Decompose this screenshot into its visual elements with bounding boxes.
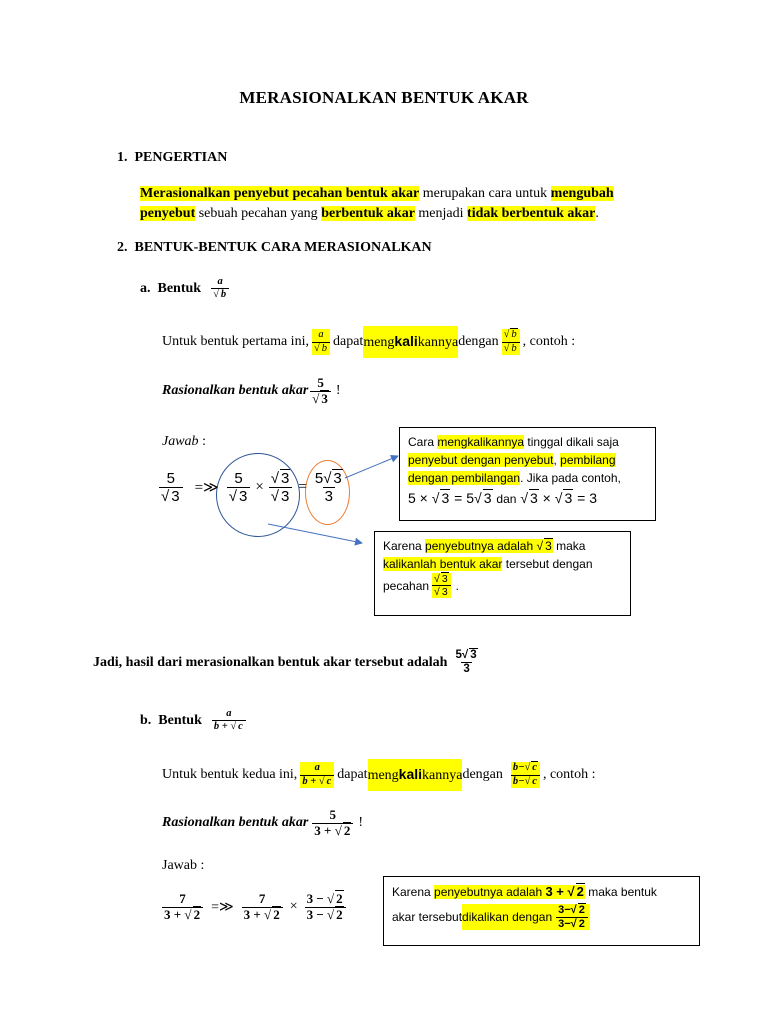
intro-b-frac-1: [300, 762, 334, 787]
coef: 5: [455, 649, 462, 661]
radicand: 3: [530, 490, 538, 506]
radicand: 3: [281, 488, 290, 506]
box3-t3: maka bentuk: [584, 885, 657, 899]
radicand: b: [220, 289, 227, 301]
eq-b-frac-2: [242, 892, 283, 923]
intro-hl-1: meng: [363, 335, 395, 350]
frac-num: a: [226, 708, 232, 719]
frac-num: a: [318, 329, 324, 341]
frac-den: [269, 487, 293, 505]
conclusion-text: Jadi, hasil dari merasionalkan bentuk akar tersebut adalah: [93, 654, 448, 670]
den-part: b +: [302, 775, 319, 787]
frac-den: [312, 823, 353, 839]
sqrt-sign: √: [323, 470, 332, 487]
frac-num: 7: [179, 891, 186, 906]
box1-t4: penyebut dengan penyebut: [408, 453, 554, 467]
radicand: 3: [321, 390, 328, 406]
intro-b-hl-1: meng: [367, 768, 399, 783]
box2-t5: tersebut dengan: [502, 557, 593, 571]
jawab-b: Jawab :: [162, 858, 205, 873]
intro-text-2: dapat: [332, 334, 364, 349]
arrow-to-box1: [345, 456, 398, 478]
coef: 5: [314, 470, 324, 487]
box2-t4: kalikanlah bentuk akar: [383, 557, 503, 571]
radicand: 3: [333, 470, 342, 487]
box1-line4: [408, 489, 647, 508]
box1-line3: [408, 469, 647, 487]
radicand: 3: [281, 470, 290, 487]
box1-t6: pembilang: [560, 453, 616, 467]
radicand: 2: [578, 904, 585, 916]
equation-b: [160, 892, 348, 923]
box3-t5: dikalikan dengan: [462, 910, 553, 925]
frac-num: a: [217, 276, 223, 287]
box1-t3: tinggal dikali saja: [524, 435, 619, 449]
form-b-fraction: [212, 708, 246, 733]
m: 3 +: [545, 884, 568, 899]
section-2-heading: 2. BENTUK-BENTUK CARA MERASIONALKAN: [117, 240, 432, 255]
radicand: 2: [576, 884, 584, 899]
frac-num: a: [314, 762, 320, 774]
den-part: 3 +: [314, 822, 335, 838]
frac-den: [162, 907, 203, 923]
radicand: 2: [578, 917, 585, 930]
def-hl-3: penyebut: [140, 206, 196, 221]
den-part: 3 +: [164, 906, 185, 922]
def-hl-4: berbentuk akar: [321, 206, 415, 221]
radicand: 3: [171, 488, 180, 506]
den-part: 3 −: [306, 906, 328, 922]
frac-den: [300, 775, 334, 788]
radicand: 2: [336, 891, 343, 906]
box1-t2: mengkalikannya: [437, 435, 525, 449]
frac-den: [305, 907, 346, 923]
box1-line2: [408, 451, 647, 469]
task-b: [162, 808, 363, 839]
sqrt-sign: √: [270, 470, 280, 487]
m: ×: [415, 490, 432, 506]
radicand: 3: [441, 573, 448, 585]
def-text-1: merupakan cara untuk: [419, 186, 551, 201]
radicand: b: [511, 342, 517, 354]
def-text-4: .: [595, 206, 599, 221]
box3-t1: Karena: [392, 885, 435, 899]
frac-num: 5: [317, 375, 324, 390]
radicand: c: [532, 762, 537, 774]
sqrt-sign: √: [264, 906, 272, 922]
intro-b-text: Untuk bentuk kedua ini,: [162, 767, 298, 782]
num-part: 3−: [558, 904, 571, 916]
frac-num: 5: [166, 470, 175, 487]
eq-a-frac-1: [159, 470, 183, 506]
equation-a: [157, 470, 347, 506]
radicand: c: [532, 775, 537, 787]
sqrt-sign: √: [434, 586, 440, 599]
frac-den: [212, 720, 246, 733]
radicand: 3: [564, 490, 573, 506]
m: =: [450, 490, 467, 506]
intro-text-3: dengan: [458, 334, 499, 349]
den-part: b−: [512, 775, 525, 787]
box1-t8: . Jika pada contoh,: [520, 471, 621, 485]
eq-b-frac-3: [305, 892, 346, 923]
box3-line2: [392, 904, 691, 930]
eq-a-frac-4: [313, 470, 345, 506]
arrow-to-box2: [268, 524, 362, 543]
conclusion-a: [93, 649, 482, 676]
frac-num: 5: [234, 470, 243, 487]
intro-b-text-2: dapat: [337, 767, 368, 782]
sqrt-sign: √: [334, 822, 342, 838]
m: 5: [466, 490, 475, 506]
box2-fraction: [432, 573, 451, 598]
radicand: 3: [483, 490, 492, 506]
eq-a-frac-2: [227, 470, 251, 506]
sqrt-sign: √: [184, 906, 192, 922]
sqrt-sign: √: [327, 906, 335, 922]
radicand: 3: [470, 649, 477, 661]
sqrt-sign: √: [434, 573, 440, 585]
box1-line1: [408, 433, 647, 451]
form-b-label: b. Bentuk: [140, 712, 202, 728]
form-b-heading: [140, 708, 248, 733]
sqrt-sign: √: [312, 390, 320, 406]
sqrt-sign: √: [213, 289, 219, 301]
radicand: 3: [441, 490, 450, 506]
page-title: MERASIONALKAN BENTUK AKAR: [239, 88, 529, 107]
den-part: 3 +: [243, 906, 265, 922]
box3-line1: [392, 883, 691, 901]
eq-a-frac-3: [269, 470, 293, 506]
frac-num: [313, 470, 345, 487]
sqrt-sign: √: [570, 917, 577, 930]
box1-dan: dan: [496, 492, 517, 506]
sqrt-sign: √: [524, 775, 531, 787]
sqrt-sign: √: [161, 488, 170, 506]
box3-fraction: [556, 904, 588, 930]
den-part: b +: [213, 721, 231, 733]
frac-num: [453, 649, 479, 662]
eq-b-times: ×: [289, 899, 298, 915]
sqrt-sign: √: [567, 884, 575, 899]
sqrt-sign: √: [474, 490, 482, 506]
box1-t7: dengan pembilangan: [408, 471, 521, 485]
radicand: c: [238, 721, 243, 733]
radicand: 3: [545, 539, 552, 553]
eq-a-equals: =: [298, 479, 307, 496]
intro-b-text-4: , contoh :: [542, 767, 596, 782]
intro-text: Untuk bentuk pertama ini,: [162, 334, 309, 349]
box2-t1: Karena: [383, 539, 426, 553]
box2-line2: [383, 555, 622, 573]
frac-den: [556, 917, 588, 931]
intro-b-text-3: dengan: [462, 767, 503, 782]
jawab-a-colon: :: [202, 434, 206, 449]
intro-b-hl-3: kannya: [422, 768, 463, 783]
def-text-3: menjadi: [414, 206, 468, 221]
frac-num: [556, 904, 588, 917]
radicand: b: [321, 342, 327, 354]
radicand: 2: [193, 906, 201, 922]
frac-den: [242, 907, 283, 923]
task-a-text: Rasionalkan bentuk akar: [162, 383, 309, 399]
sqrt-sign: √: [313, 342, 320, 354]
frac-den: 3: [463, 663, 470, 676]
sqrt-sign: √: [461, 649, 469, 661]
def-hl-5: tidak berbentuk akar: [467, 206, 596, 221]
def-text-2: sebuah pecahan yang: [195, 206, 322, 221]
frac-num: 7: [258, 891, 266, 906]
sqrt-sign: √: [554, 490, 563, 506]
intro-b-hl-meng: [368, 759, 463, 791]
frac-num: [305, 892, 346, 907]
intro-b-hl-kali: kali: [398, 766, 423, 782]
box1-t5: ,: [553, 453, 561, 467]
explanation-box-2: [374, 531, 631, 616]
task-b-text: Rasionalkan bentuk akar: [162, 815, 309, 831]
sqrt-sign: √: [327, 891, 335, 906]
intro-b-frac-2: [511, 762, 540, 787]
eq-a-times: ×: [255, 479, 264, 496]
task-b-fraction: [312, 808, 353, 839]
den-part: 3−: [558, 917, 571, 930]
num-part: b−: [512, 762, 525, 774]
box2-line1: [383, 537, 622, 555]
box2-t2: penyebutnya adalah: [425, 539, 534, 553]
eq-b-arrow: =≫: [211, 899, 234, 915]
def-hl-1: Merasionalkan penyebut pecahan bentuk akar: [140, 186, 420, 201]
jawab-a-text: Jawab: [162, 434, 199, 449]
sqrt-sign: √: [503, 342, 510, 354]
radicand: 2: [336, 906, 343, 922]
radicand: 2: [273, 906, 280, 922]
task-a-excl: !: [335, 383, 341, 399]
intro-hl-3: kannya: [417, 335, 459, 350]
box3-hl: [434, 885, 585, 899]
radicand: c: [326, 775, 332, 787]
box1-t1: Cara: [408, 435, 438, 449]
sqrt-sign: √: [431, 490, 440, 506]
box3-t4: akar tersebut: [392, 910, 463, 925]
box3-t2: penyebutnya adalah: [434, 885, 543, 899]
frac-num: 5: [329, 807, 337, 822]
m: =: [573, 490, 590, 506]
def-hl-2: mengubah: [550, 186, 614, 201]
m: ×: [538, 490, 555, 506]
sqrt-sign: √: [503, 329, 510, 341]
section-1-heading: 1. PENGERTIAN: [117, 150, 228, 165]
radicand: b: [511, 329, 517, 341]
box3-hl-2: [462, 904, 590, 930]
frac-num: [511, 762, 540, 774]
radicand: 3: [441, 586, 448, 599]
sqrt-sign: √: [536, 539, 544, 553]
m: 3: [589, 490, 598, 506]
frac-num: [269, 470, 293, 487]
radicand: 3: [238, 488, 248, 506]
frac-den: [511, 775, 540, 788]
explanation-box-1: [399, 427, 656, 521]
explanation-box-3: [383, 876, 700, 946]
sqrt-sign: √: [270, 488, 280, 506]
frac-den: [432, 585, 451, 598]
box2-t6: pecahan: [383, 578, 430, 593]
radicand: 2: [343, 822, 351, 838]
frac-den: [159, 487, 183, 505]
eq-a-arrow: =≫: [194, 480, 219, 497]
sqrt-sign: √: [230, 721, 237, 733]
box2-hl: [425, 539, 553, 553]
sqrt-sign: √: [520, 490, 528, 506]
sqrt-sign: √: [524, 762, 531, 774]
sqrt-sign: √: [228, 488, 237, 506]
intro-text-4: , contoh :: [522, 334, 576, 349]
conclusion-fraction: [453, 649, 479, 676]
box2-line3: [383, 573, 622, 598]
frac-den: 3: [324, 488, 333, 506]
sqrt-sign: √: [318, 775, 325, 787]
eq-b-frac-1: [162, 892, 203, 923]
m: 5: [408, 490, 416, 506]
sqrt-sign: √: [570, 904, 577, 916]
frac-den: [227, 487, 251, 505]
frac-num: [432, 573, 451, 585]
form-b-intro: [162, 759, 595, 791]
num-part: 3 −: [306, 891, 328, 906]
box2-t7: .: [455, 578, 459, 593]
intro-hl-kali: kali: [394, 333, 418, 349]
form-a-label: a. Bentuk: [140, 280, 202, 296]
task-b-excl: !: [358, 815, 363, 831]
box2-t3: maka: [552, 539, 586, 553]
